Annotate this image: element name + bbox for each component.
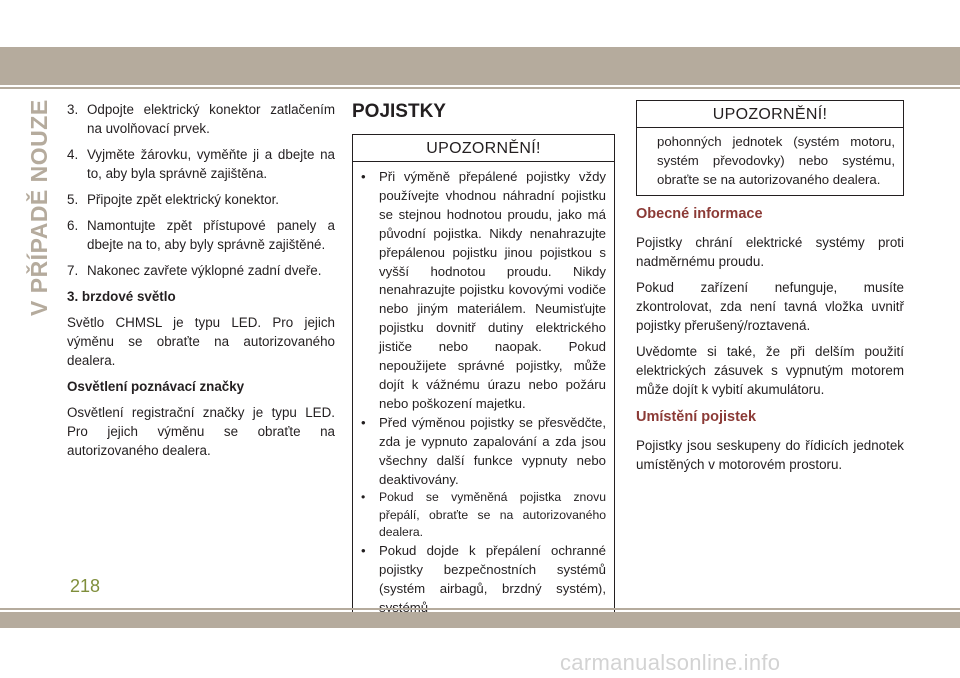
warning-body bbox=[353, 162, 614, 624]
warning-box-continued bbox=[636, 100, 904, 196]
bullet-text: Při výměně přepálené pojistky vždy používejte vhodnou náhradní pojistku se stejnou hodnotou proudu, jako má původní pojistka. Nikdy nenahrazujte přepálenou pojistku jinou pojistkou s vyšší hodnotou proudu. Nikdy nenahrazujte pojistku kovovými vodiče nebo jiným materiálem. Neumisťujte pojistku dovnitř dutiny elektrického jističe nebo naopak. Pokud nepoužijete správné pojistky, může dojít k vážnému úrazu nebo požáru nebo poškození majetku. bbox=[379, 169, 606, 411]
general-info-paragraph: Uvědomte si také, že při delším použití elektrických zásuvek s vypnutým motorem může dojít k vybití akumulátoru. bbox=[636, 344, 904, 397]
top-divider-line bbox=[0, 87, 960, 89]
column-middle bbox=[352, 100, 615, 625]
general-info-paragraph: Pokud zařízení nefunguje, musíte zkontrolovat, zda není tavná vložka uvnitř pojistky přerušený/roztavená. bbox=[636, 280, 904, 333]
warning-box bbox=[352, 134, 615, 625]
bullet-marker: • bbox=[361, 169, 366, 184]
warning-title: UPOZORNĚNÍ! bbox=[637, 101, 903, 128]
list-item bbox=[67, 190, 335, 209]
warning-text: pohonných jednotek (systém motoru, systém převodovky) nebo systému, obraťte se na autorizovaného dealera. bbox=[657, 134, 895, 187]
brake-light-text: Světlo CHMSL je typu LED. Pro jejich výměnu se obraťte na autorizovaného dealera. bbox=[67, 315, 335, 368]
watermark: carmanualsonline.info bbox=[560, 650, 781, 675]
bottom-decorative-band bbox=[0, 612, 960, 628]
item-text: Vyjměte žárovku, vyměňte ji a dbejte na to, aby byla správně zajištěna. bbox=[87, 147, 335, 181]
general-info-heading: Obecné informace bbox=[636, 206, 763, 222]
bullet-marker: • bbox=[361, 490, 366, 505]
brake-light-heading: 3. brzdové světlo bbox=[67, 289, 176, 304]
list-item bbox=[67, 216, 335, 254]
warning-body bbox=[637, 128, 903, 195]
bullet-marker: • bbox=[361, 542, 366, 558]
fuse-location-heading: Umístění pojistek bbox=[636, 409, 757, 425]
fuse-location-text: Pojistky jsou seskupeny do řídicích jednotek umístěných v motorovém prostoru. bbox=[636, 438, 904, 472]
warning-bullet bbox=[361, 414, 606, 490]
warning-bullet bbox=[361, 542, 606, 618]
item-number: 3. bbox=[67, 102, 79, 117]
warning-bullet bbox=[361, 168, 606, 414]
top-decorative-band bbox=[0, 47, 960, 85]
plate-light-heading: Osvětlení poznávací značky bbox=[67, 379, 245, 394]
bullet-marker: • bbox=[361, 414, 366, 430]
warning-title: UPOZORNĚNÍ! bbox=[353, 135, 614, 162]
item-number: 6. bbox=[67, 218, 79, 233]
bullet-text: Pokud se vyměněná pojistka znovu přepálí, obraťte se na autorizovaného dealera. bbox=[379, 490, 606, 540]
item-number: 7. bbox=[67, 263, 79, 278]
column-left bbox=[67, 100, 335, 467]
list-item bbox=[67, 145, 335, 183]
general-info-paragraph: Pojistky chrání elektrické systémy proti nadměrnému proudu. bbox=[636, 235, 904, 269]
warning-bullet bbox=[361, 489, 606, 542]
chapter-side-title: V PŘÍPADĚ NOUZE bbox=[26, 99, 52, 316]
bullet-text: Pokud dojde k přepálení ochranné pojistky bezpečnostních systémů (systém airbagů, brzdný systém), bbox=[379, 542, 606, 596]
list-item bbox=[67, 261, 335, 280]
column-right bbox=[636, 100, 904, 481]
page-number: 218 bbox=[70, 576, 101, 596]
item-text: Připojte zpět elektrický konektor. bbox=[87, 192, 280, 207]
item-text: Namontujte zpět přístupové panely a dbejte na to, aby byly správně zajištěné. bbox=[87, 218, 335, 252]
item-number: 4. bbox=[67, 147, 79, 162]
item-text: Odpojte elektrický konektor zatlačením na uvolňovací prvek. bbox=[87, 102, 335, 136]
list-item bbox=[67, 100, 335, 138]
section-title: POJISTKY bbox=[352, 101, 446, 122]
item-text: Nakonec zavřete výklopné zadní dveře. bbox=[87, 263, 322, 278]
bullet-text: Před výměnou pojistky se přesvědčte, zda je vypnuto zapalování a zda jsou všechny další funkce vypnuty nebo deaktivovány. bbox=[379, 414, 606, 487]
item-number: 5. bbox=[67, 192, 79, 207]
bottom-divider-line bbox=[0, 608, 960, 610]
plate-light-text: Osvětlení registrační značky je typu LED. Pro jejich výměnu se obraťte na autorizovaného dealera. bbox=[67, 405, 335, 458]
